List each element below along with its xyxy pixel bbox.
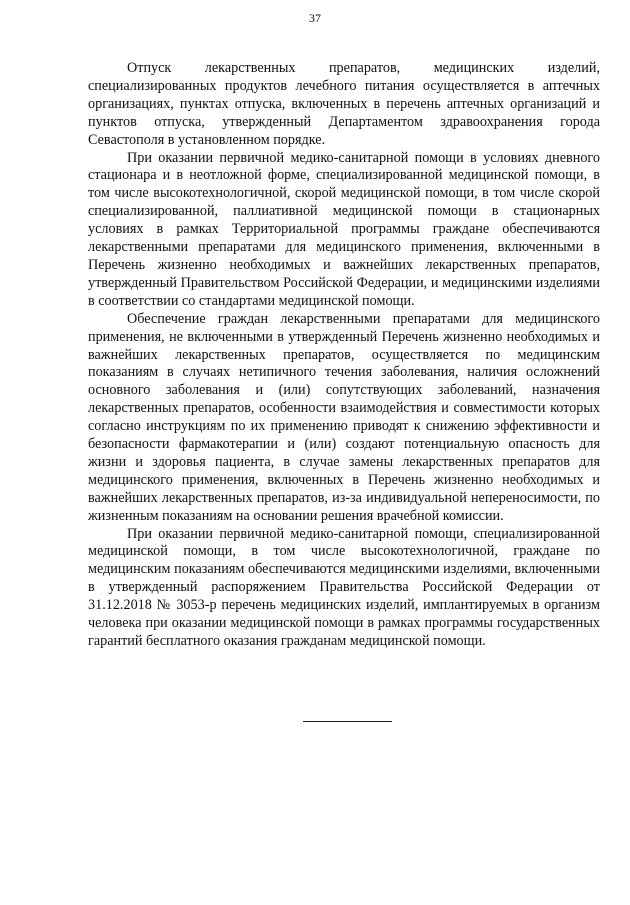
page-number: 37 — [309, 11, 321, 25]
paragraph-non-list-drugs: Обеспечение граждан лекарственными препаратами для медицинского применения, не включенными в утвержденный Перечень жизненно необходимых и важнейших лекарственных препаратов, осуществляется по медицинским показаниям в случаях нетипичного течения заболевания, наличия осложнений основного заболевания и (или) сопутствующих заболеваний, назначения лекарственных препаратов, особенности взаимодействия и совместимости которых согласно инструкциям по их применению приводят к снижению эффективности и безопасности фармакотерапии и (или) создают потенциальную опасность для жизни и здоровья пациента, в случае замены лекарственных препаратов для медицинского применения, включенных в Перечень жизненно необходимых и важнейших лекарственных препаратов, из-за индивидуальной непереносимости, по жизненным показаниям на основании решения врачебной комиссии. — [88, 310, 600, 524]
paragraph-drug-provision: При оказании первичной медико-санитарной помощи в условиях дневного стационара и в неотложной форме, специализированной медицинской помощи, в том числе высокотехнологичной, скорой медицинской помощи, в том числе скорой специализированной, паллиативной медицинской помощи в стационарных условиях в рамках Территориальной программы граждане обеспечиваются лекарственными препаратами для медицинского применения, включенными в Перечень жизненно необходимых и важнейших лекарственных препаратов, утвержденный Правительством Российской Федерации, и медицинскими изделиями в соответствии со стандартами медицинской помощи. — [88, 149, 600, 309]
closing-rule — [303, 721, 392, 722]
paragraph-medical-devices: При оказании первичной медико-санитарной помощи, специализированной медицинской помощи, в том числе высокотехнологичной, граждане по медицинским показаниям обеспечиваются медицинскими изделиями, включенными в утвержденный распоряжением Правительства Российской Федерации от 31.12.2018 № 3053-р перечень медицинских изделий, имплантируемых в организм человека при оказании медицинской помощи в рамках программы государственных гарантий бесплатного оказания гражданам медицинской помощи. — [88, 525, 600, 649]
document-body — [88, 60, 600, 651]
paragraph-dispensing: Отпуск лекарственных препаратов, медицинских изделий, специализированных продуктов лечебного питания осуществляется в аптечных организациях, пунктах отпуска, включенных в перечень аптечных организаций и пунктов отпуска, утвержденный Департаментом здравоохранения города Севастополя в установленном порядке. — [88, 60, 600, 148]
